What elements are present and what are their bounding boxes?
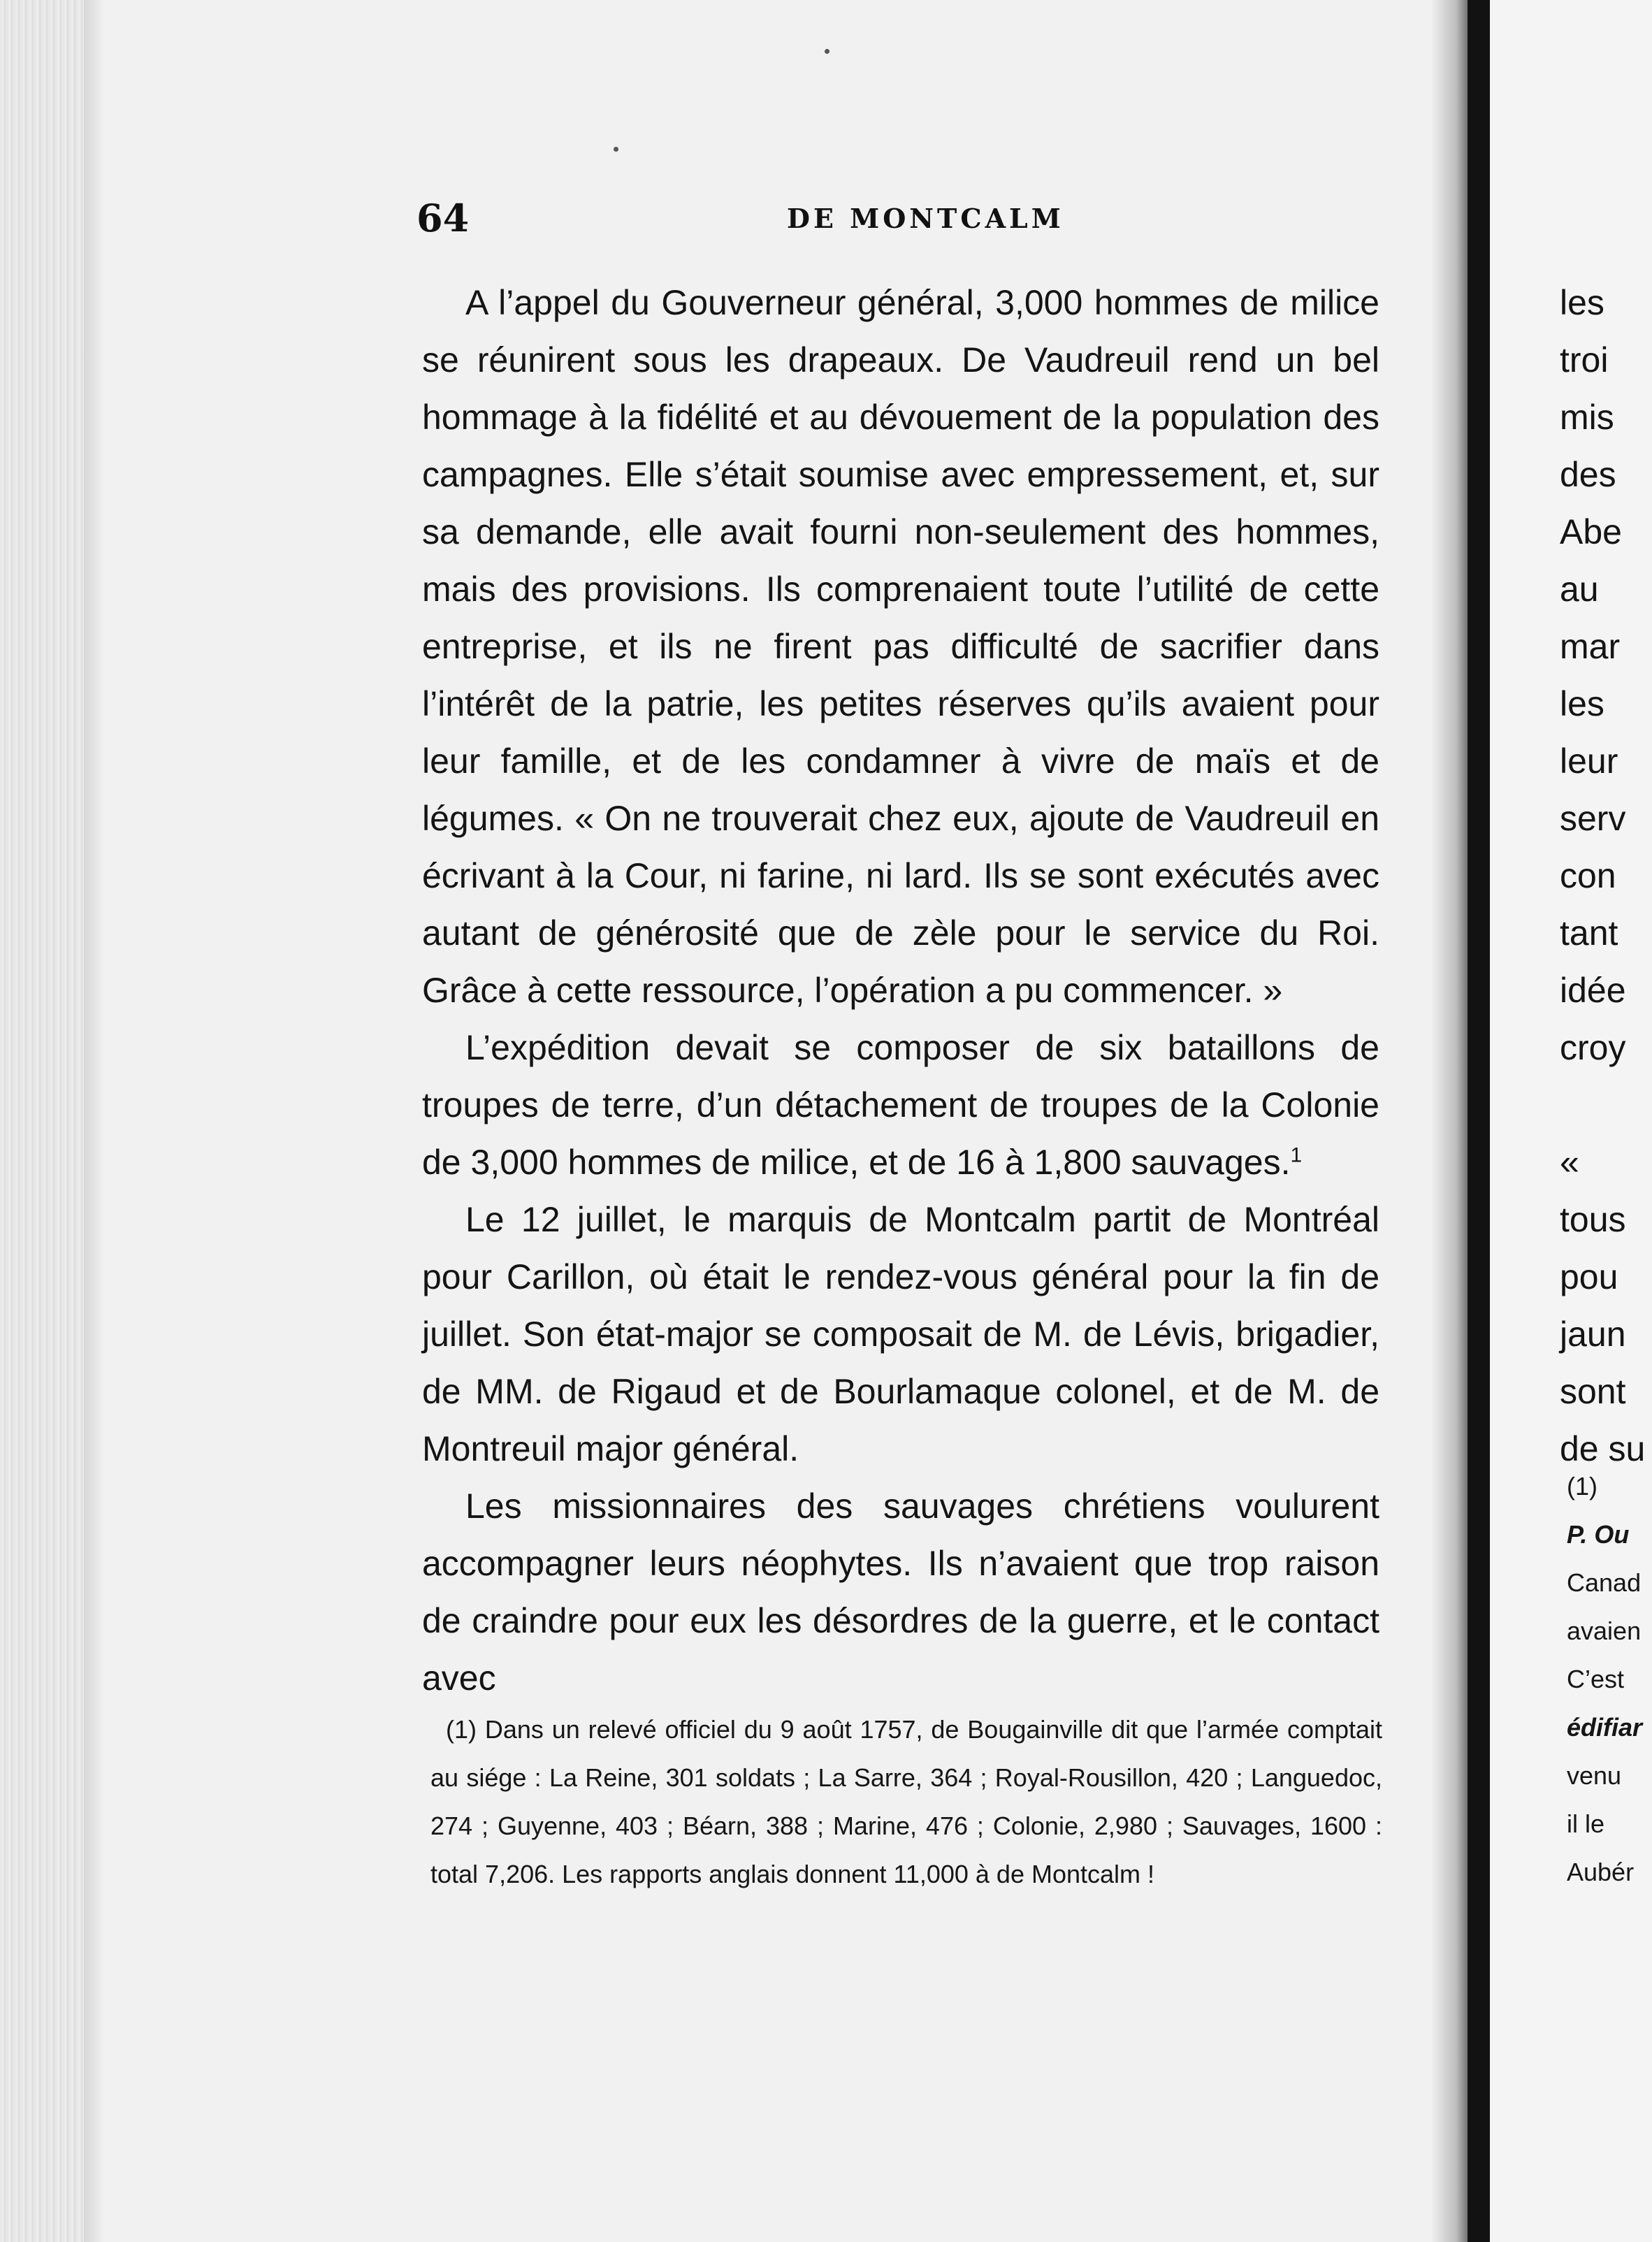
right-page-notes: [1567, 1462, 1652, 1896]
right-page-line: mis: [1560, 398, 1614, 437]
footnote-text: (1) Dans un relevé officiel du 9 août 1757, de Bougainville dit que l’armée comptait au siége : La Reine, 301 soldats ; La Sarre, 364 ; Royal-Rousillon, 420 ; Languedoc, 274 ; Guyenne, 403 ; Béarn, 388 ; Marine, 476 ; Colonie, 2,980 ; Sauvages, 1600 : total 7,206. Les rapports anglais donnent 11,000 à de Montcalm !: [430, 1715, 1382, 1888]
page-edge-shadow: [84, 0, 105, 2242]
right-page-line: con: [1560, 856, 1616, 895]
footnote-reference: 1: [1290, 1143, 1303, 1167]
right-page-line: sont: [1560, 1372, 1626, 1411]
right-page-line: croy: [1560, 1028, 1626, 1067]
right-page-line: les: [1560, 283, 1604, 322]
paragraph-text: L’expédition devait se composer de six bataillons de troupes de terre, d’un détachement de troupes de la Colonie de 3,000 hommes de milice, et de 16 à 1,800 sauvages.: [422, 1028, 1379, 1182]
right-page-note-line: Canad: [1567, 1568, 1642, 1597]
page-header: [416, 196, 1381, 252]
scan-speck: [825, 49, 829, 54]
footnote: [430, 1705, 1382, 1898]
right-page-line: serv: [1560, 799, 1626, 838]
right-page-gap: [1560, 1076, 1652, 1134]
body-text: [422, 274, 1379, 1707]
right-page-note-line: édifiar: [1567, 1713, 1643, 1742]
right-page-text: [1560, 274, 1652, 1477]
right-page-line: troi: [1560, 340, 1609, 379]
page-number: 64: [416, 196, 470, 240]
right-page-line: tous: [1560, 1200, 1626, 1239]
running-head: DE MONTCALM: [787, 203, 1064, 234]
right-page-line: idée: [1560, 971, 1626, 1010]
right-page: [1490, 0, 1652, 2242]
right-page-line: des: [1560, 455, 1616, 494]
right-page-line: leur: [1560, 742, 1618, 781]
right-page-note-line: (1): [1567, 1472, 1597, 1500]
page-edges: [0, 0, 84, 2242]
right-page-note-line: C’est: [1567, 1665, 1625, 1693]
paragraph: Le 12 juillet, le marquis de Montcalm partit de Montréal pour Carillon, où était le rendez-vous général pour la fin de juillet. Son état-major se composait de M. de Lévis, brigadier, de MM. de Rigaud et de Bourlamaque colonel, et de M. de Montreuil major général.: [422, 1200, 1379, 1468]
paragraph: Les missionnaires des sauvages chrétiens voulurent accompagner leurs néophytes. Ils n’avaient que trop raison de craindre pour eux les désordres de la guerre, et le contact avec: [422, 1487, 1379, 1698]
right-page-note-line: avaien: [1567, 1617, 1642, 1645]
right-page-line: jaun: [1560, 1315, 1626, 1354]
right-page-line: Abe: [1560, 512, 1622, 551]
paragraph: A l’appel du Gouverneur général, 3,000 hommes de milice se réunirent sous les drapeaux. De Vaudreuil rend un bel hommage à la fidélité et au dévouement de la population des campagnes. Elle s’était soumise avec empressement, et, sur sa demande, elle avait fourni non-seulement des hommes, mais des provisions. Ils comprenaient toute l’utilité de cette entreprise, et ils ne firent pas difficulté de sacrifier dans l’intérêt de la patrie, les petites réserves qu’ils avaient pour leur famille, et de les condamner à vivre de maïs et de légumes. « On ne trouverait chez eux, ajoute de Vaudreuil en écrivant à la Cour, ni farine, ni lard. Ils se sont exécutés avec autant de générosité que de zèle pour le service du Roi. Grâce à cette ressource, l’opération a pu commencer. »: [422, 283, 1379, 1010]
right-page-line: «: [1560, 1143, 1579, 1182]
right-page-note-line: P. Ou: [1567, 1520, 1630, 1549]
right-page-line: au: [1560, 570, 1599, 609]
right-page-note-line: Aubér: [1567, 1858, 1635, 1886]
right-page-note-line: il le: [1567, 1809, 1605, 1838]
right-page-line: tant: [1560, 913, 1618, 953]
gutter-shadow: [1431, 0, 1468, 2242]
spine-border: [1468, 0, 1490, 2242]
scan-speck: [614, 147, 618, 152]
right-page-line: mar: [1560, 627, 1621, 666]
right-page-line: les: [1560, 684, 1604, 723]
right-page-line: pou: [1560, 1257, 1618, 1296]
right-page-note-line: venu: [1567, 1761, 1622, 1790]
paragraph: [422, 1019, 1379, 1191]
right-page-line: de su: [1560, 1429, 1646, 1468]
